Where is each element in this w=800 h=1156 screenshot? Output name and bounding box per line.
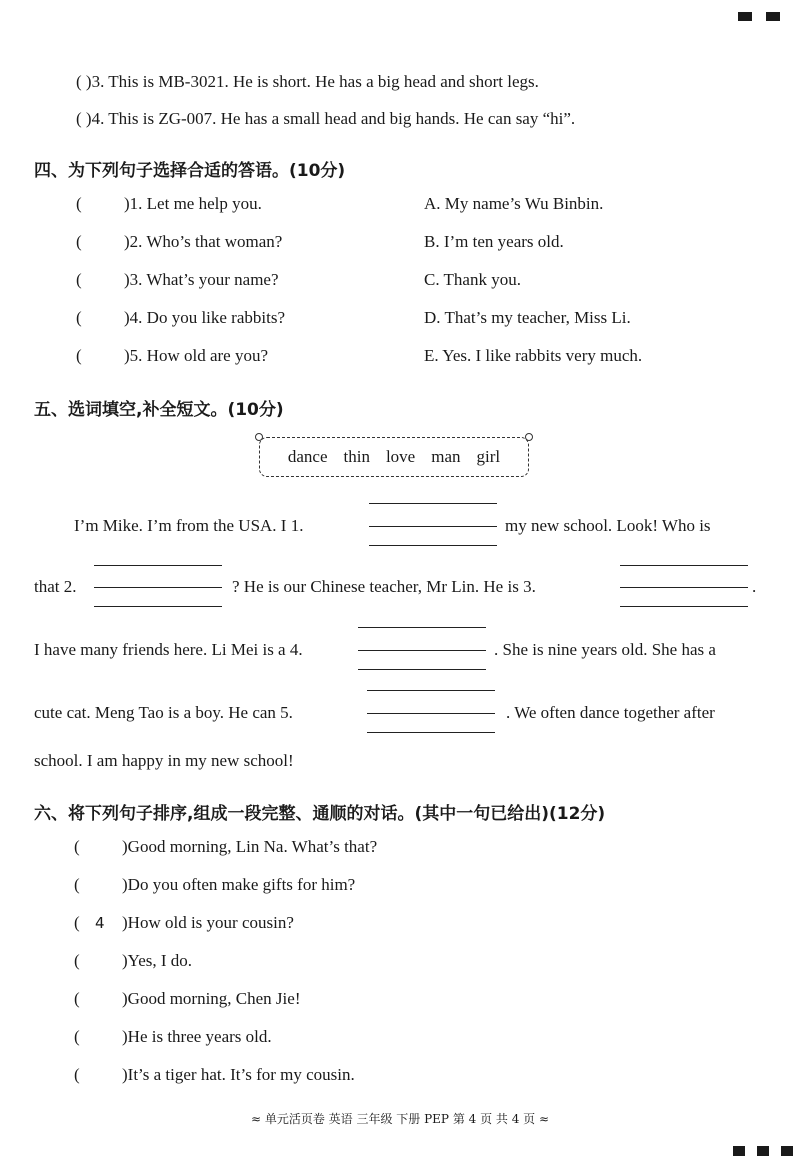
passage-line-5: school. I am happy in my new school! [34, 751, 294, 770]
section6-item-3: )How old is your cousin? [122, 913, 294, 932]
registration-mark-bottom-1 [733, 1146, 745, 1156]
section4-paren: ( [76, 232, 82, 251]
registration-mark-top-1 [738, 12, 752, 21]
section6-paren: ( [74, 1065, 80, 1084]
registration-mark-bottom-3 [781, 1146, 793, 1156]
registration-mark-bottom-2 [757, 1146, 769, 1156]
section4-paren: ( [76, 194, 82, 213]
word-bank-word: dance [287, 447, 328, 466]
blank-2[interactable] [94, 587, 222, 588]
passage-line-2-mid: ? He is our Chinese teacher, Mr Lin. He is 3. [232, 577, 536, 596]
section6-item-2: )Do you often make gifts for him? [122, 875, 356, 894]
writing-line [369, 503, 497, 504]
registration-mark-top-2 [766, 12, 780, 21]
writing-line [94, 565, 222, 566]
writing-line [620, 565, 748, 566]
word-bank-box [259, 437, 529, 477]
section6-item-4: )Yes, I do. [122, 951, 193, 970]
word-bank-word: love [385, 447, 416, 466]
section4-question-5: )5. How old are you? [124, 346, 268, 365]
section4-option-a: A. My name’s Wu Binbin. [424, 194, 604, 213]
section4-option-d: D. That’s my teacher, Miss Li. [424, 308, 631, 327]
word-bank-word: thin [343, 447, 370, 466]
writing-line [358, 627, 486, 628]
section4-question-4: )4. Do you like rabbits? [124, 308, 285, 327]
section4-question-1: )1. Let me help you. [124, 194, 262, 213]
blank-4[interactable] [358, 650, 486, 651]
writing-line [94, 606, 222, 607]
writing-line [620, 606, 748, 607]
section6-heading: 六、将下列句子排序,组成一段完整、通顺的对话。(其中一句已给出)(12分) [34, 804, 606, 824]
section6-item-5: )Good morning, Chen Jie! [122, 989, 301, 1008]
word-bank-word: man [431, 447, 461, 466]
word-bank-word: girl [476, 447, 501, 466]
passage-line-1: I’m Mike. I’m from the USA. I 1. [74, 516, 304, 535]
section4-option-e: E. Yes. I like rabbits very much. [424, 346, 643, 365]
passage-line-4: cute cat. Meng Tao is a boy. He can 5. [34, 703, 293, 722]
section6-paren: ( [74, 875, 80, 894]
writing-line [367, 690, 495, 691]
section6-paren: ( [74, 1027, 80, 1046]
section6-item-6: )He is three years old. [122, 1027, 272, 1046]
section4-paren: ( [76, 346, 82, 365]
page-footer: ≈ 单元活页卷 英语 三年级 下册 PEP 第 4 页 共 4 页 ≈ [250, 1112, 550, 1126]
section3-item-4: ( )4. This is ZG-007. He has a small head and big hands. He can say “hi”. [76, 109, 576, 128]
section6-paren: ( [74, 951, 80, 970]
section3-item-3: ( )3. This is MB-3021. He is short. He has a big head and short legs. [76, 72, 539, 91]
writing-line [367, 732, 495, 733]
passage-line-2-end: . [752, 577, 757, 596]
passage-line-2: that 2. [34, 577, 77, 596]
passage-line-3-end: . She is nine years old. She has a [494, 640, 716, 659]
blank-3[interactable] [620, 587, 748, 588]
section4-paren: ( [76, 270, 82, 289]
passage-line-1-end: my new school. Look! Who is [505, 516, 711, 535]
passage-line-4-end: . We often dance together after [506, 703, 715, 722]
section4-option-b: B. I’m ten years old. [424, 232, 564, 251]
section4-question-2: )2. Who’s that woman? [124, 232, 283, 251]
section5-heading: 五、选词填空,补全短文。(10分) [34, 400, 284, 420]
section4-heading: 四、为下列句子选择合适的答语。(10分) [34, 161, 346, 181]
section6-answer-3: 4 [95, 914, 105, 932]
section6-paren: ( [74, 989, 80, 1008]
section4-option-c: C. Thank you. [424, 270, 521, 289]
section6-item-7: )It’s a tiger hat. It’s for my cousin. [122, 1065, 355, 1084]
blank-5[interactable] [367, 713, 495, 714]
writing-line [369, 545, 497, 546]
writing-line [358, 669, 486, 670]
section6-paren: ( [74, 837, 80, 856]
section4-paren: ( [76, 308, 82, 327]
section6-paren: ( [74, 913, 80, 932]
section4-question-3: )3. What’s your name? [124, 270, 279, 289]
section6-item-1: )Good morning, Lin Na. What’s that? [122, 837, 378, 856]
blank-1[interactable] [369, 526, 497, 527]
passage-line-3: I have many friends here. Li Mei is a 4. [34, 640, 303, 659]
